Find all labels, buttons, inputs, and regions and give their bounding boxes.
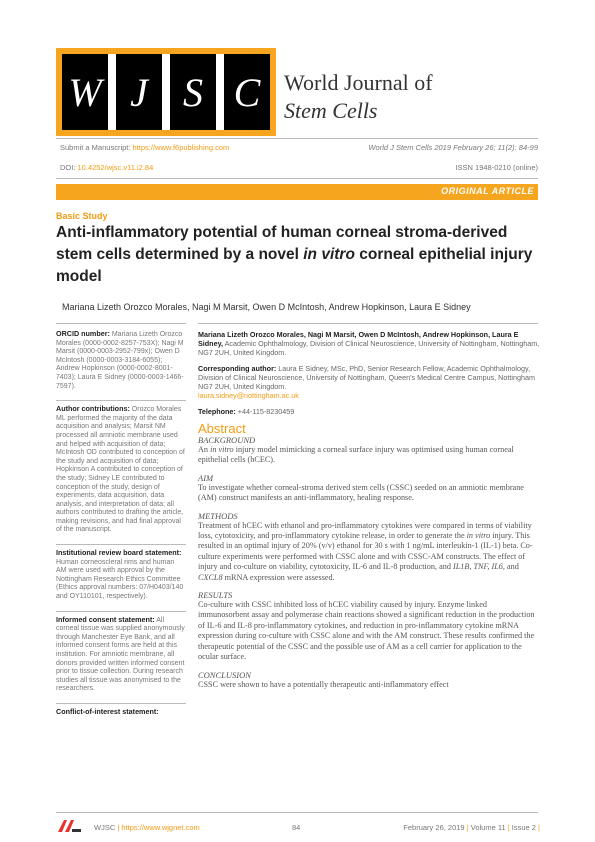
methods-and: and [504, 562, 519, 572]
journal-logo [56, 48, 276, 136]
footer-issue: Issue 2 [511, 823, 536, 832]
footer-divider [56, 812, 538, 813]
methods-heading: METHODS [198, 510, 238, 521]
abstract-heading: Abstract [198, 421, 246, 436]
doi-divider [56, 178, 538, 179]
footer-sep: | [507, 823, 510, 832]
logo-letter: S [183, 69, 203, 115]
left-col-divider [56, 323, 186, 324]
main-column [198, 330, 540, 698]
logo-letter: W [68, 69, 102, 115]
contrib-text: Orozco Morales ML performed the majority of the data acquisition and analysis; Marsit NM processed all amniotic membrane used and helped with acquisition of data; McIntosh OD contributed to conception of the study and acquisition of data; Hopkinson A contributed to conception of the study; Sidney LE contributed to conception of the study, design of experiments, data acquisition, data analysis, and interpretation of data; all authors contributed to drafting the article, making revisions, and had final approval of the manuscript. [56, 406, 185, 534]
logo-letter: C [233, 69, 261, 115]
footer-journal: WJSC [94, 823, 116, 832]
logo-cell [162, 54, 216, 130]
affiliation-names: Mariana Lizeth Orozco Morales, Nagi M Marsit, Owen D McIntosh, Andrew Hopkinson, Laura E Sidney, [198, 330, 519, 348]
doi-link[interactable]: 10.4252/wjsc.v11.i2.84 [77, 163, 154, 172]
irb-text: Human corneoscleral rims and human AM were used with approval by the Nottingham Research Ethics Committee (Ethics approval numbers: 07/H0403/140 and OY110101, respectively). [56, 558, 184, 601]
orcid-text: Mariana Lizeth Orozco Morales (0000-0002-8257-753X); Nagi M Marsit (0000-0003-2952-799x); Owen D McIntosh (0000-0003-3184-6055); Andrew Hopkinson (0000-0002-8001-7403); Laura E Sidney (0000-0003-1466-7597). [56, 331, 184, 390]
note-divider [56, 611, 186, 612]
conclusion-heading: CONCLUSION [198, 669, 251, 680]
page-footer [94, 823, 540, 832]
tel-label: Telephone: [198, 407, 236, 416]
left-notes-column [56, 330, 186, 727]
methods-text [198, 521, 540, 583]
results-heading: RESULTS [198, 590, 233, 601]
journal-name-line2: Stem Cells [284, 98, 378, 123]
submit-line [60, 143, 229, 152]
logo-cell [216, 54, 270, 130]
bg-text-a: An [198, 445, 211, 454]
study-type: Basic Study [56, 211, 108, 221]
aim-text: To investigate whether corneal-stroma derived stem cells (CSSC) seeded on an amniotic membrane (AM) construct manifests an anti-inflammatory, healing response. [198, 482, 524, 503]
methods-gene: CXCL8 [198, 572, 223, 582]
tel-text: +44-115-8230459 [235, 407, 295, 416]
footer-volume: Volume 11 [470, 823, 506, 832]
telephone [198, 407, 540, 416]
logo-cell [62, 54, 108, 130]
bg-italic: in vitro [210, 445, 234, 454]
methods-text-c: mRNA expression were assessed. [222, 572, 335, 582]
methods-genes: IL1B, TNF, IL6, [452, 562, 505, 572]
orcid-note [56, 330, 186, 391]
background-text [198, 445, 540, 466]
submit-link[interactable]: https://www.f6publishing.com [132, 143, 230, 152]
footer-sep: | [466, 823, 469, 832]
note-divider [56, 400, 186, 401]
corresponding-author [198, 364, 540, 400]
page-number: 84 [292, 823, 301, 832]
irb-note [56, 549, 186, 602]
consent-label: Informed consent statement: [56, 614, 155, 624]
article-type-band [56, 184, 538, 200]
coi-label: Conflict-of-interest statement: [56, 706, 159, 716]
irb-label: Institutional review board statement: [56, 548, 182, 558]
author-list: Mariana Lizeth Orozco Morales, Nagi M Marsit, Owen D McIntosh, Andrew Hopkinson, Laura E Sidney [62, 302, 471, 312]
methods-text-a: Treatment of hCEC with ethanol and pro-inflammatory cytokines were compared in terms of viability loss, cytotoxicity, and pro-inflammatory cytokine release, in order to generate the [198, 520, 532, 541]
footer-url-link[interactable]: https://www.wjgnet.com [121, 823, 200, 832]
submit-label: Submit a Manuscript: [60, 143, 133, 152]
footer-sep: | [117, 823, 120, 832]
header-divider [56, 138, 538, 139]
corr-label: Corresponding author: [198, 364, 277, 373]
methods-text-b: injury. This resulted in an optimal injury of 20% (v/v) ethanol for 30 s with 1 ng/mL interleukin-1 (IL-1) beta. Co-culture experiments were performed with CSSC alone and with CSSC-AM constructs. The effect of injury and co-culture on viability, cytotoxicity, IL-6 and IL-8 production, and [198, 531, 533, 572]
logo-cell [108, 54, 162, 130]
consent-text: All corneal tissue was supplied anonymously through Manchester Eye Bank, and all informed consent forms are held at this institution. For amniotic membrane, all donors provided written informed consent prior to tissue collection. During research studies all tissue was anonymised to the researchers. [56, 616, 185, 693]
note-divider [56, 703, 186, 704]
article-title [56, 222, 538, 288]
footer-issue-info [403, 823, 540, 832]
corr-email-link[interactable]: laura.sidney@nottingham.ac.uk [198, 391, 299, 400]
contrib-label: Author contributions: [56, 404, 130, 414]
logo-letter: J [130, 69, 148, 115]
coi-note [56, 708, 186, 718]
article-type: ORIGINAL ARTICLE [441, 186, 534, 196]
note-divider [56, 544, 186, 545]
background-heading: BACKGROUND [198, 435, 256, 445]
citation: World J Stem Cells 2019 February 26; 11(2): 84-99 [368, 143, 538, 152]
corr-text: Laura E Sidney, MSc, PhD, Senior Research Fellow, Academic Ophthalmology, Division of Clinical Neuroscience, University of Nottingham, Queen's Medical Centre Campus, Nottingham NG7 2UH, United Kingdom. [198, 364, 535, 391]
consent-note [56, 616, 186, 694]
aim-heading: AIM [198, 472, 214, 483]
bg-text-b: injury model mimicking a corneal surface injury was optimised using human corneal epithelial cells (hCEC). [198, 445, 514, 465]
results-text: Co-culture with CSSC inhibited loss of hCEC viability caused by injury. Enzyme linked immunosorbent assay and polymerase chain reactions showed a significant reduction in the production of IL-6 and IL-8 pro-inflammatory cytokines, and reduction in pro-inflammatory cytokine mRNA expression during co-culture with CSSC alone and with the AM construct. These results confirmed the therapeutic potential of the CSSC and the possible use of AM as a cell carrier for application to the ocular surface. [198, 600, 535, 662]
orcid-label: ORCID number: [56, 329, 110, 338]
affiliation [198, 330, 540, 357]
right-col-divider [198, 323, 538, 324]
conclusion-text: CSSC were shown to have a potentially therapeutic anti-inflammatory effect [198, 679, 449, 689]
doi-label: DOI: [60, 163, 78, 172]
journal-name-line1: World Journal of [284, 70, 433, 95]
methods-italic: in vitro [466, 531, 491, 541]
contrib-note [56, 405, 186, 535]
affiliation-text: Academic Ophthalmology, Division of Clinical Neuroscience, University of Nottingham, Nottingham, NG7 2UH, United Kingdom. [198, 339, 540, 357]
issn: ISSN 1948-0210 (online) [455, 163, 538, 172]
publisher-logo-icon [56, 818, 82, 834]
footer-date: February 26, 2019 [403, 823, 465, 832]
title-text-end: corneal epithelial injury model [56, 246, 533, 285]
title-text: Anti-inflammatory potential of human corneal stroma-derived stem cells determined by a novel [56, 224, 508, 263]
footer-sep: | [538, 823, 540, 832]
doi-line [60, 163, 153, 172]
title-italic: in vitro [303, 246, 355, 263]
